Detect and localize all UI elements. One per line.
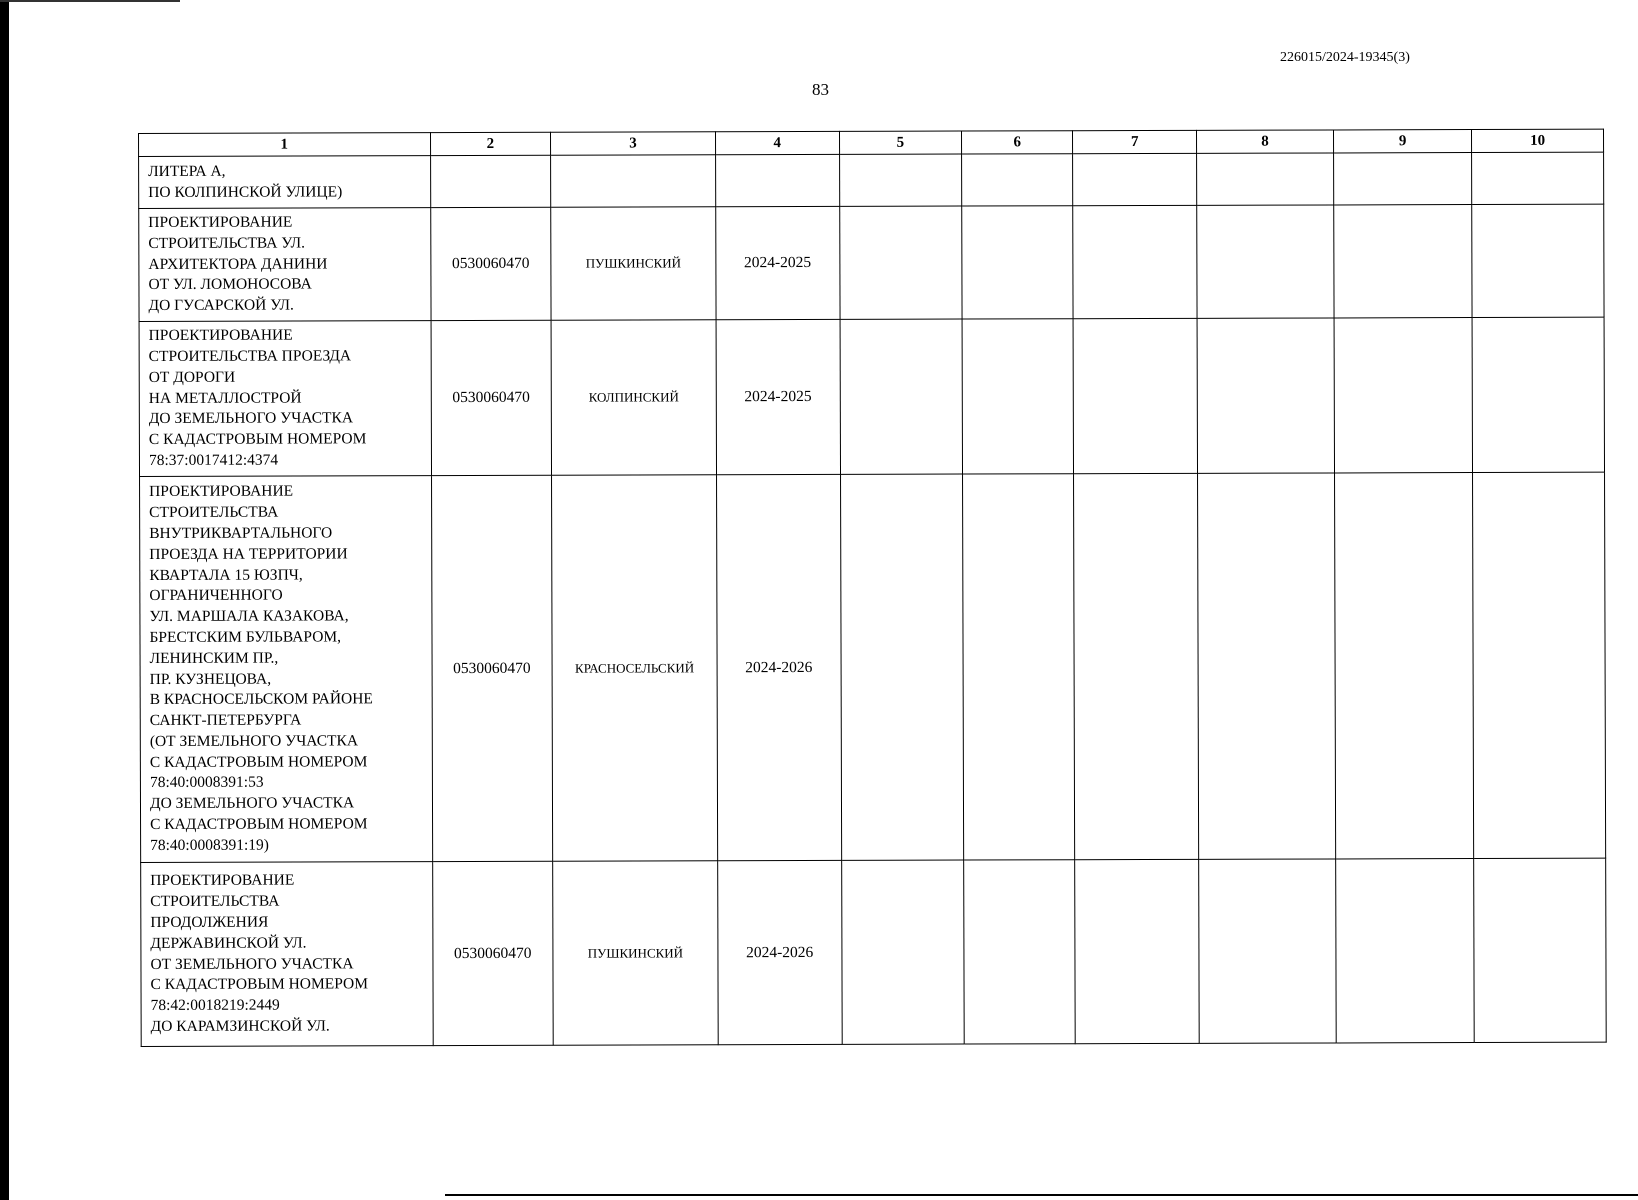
period-cell: 2024-2025: [716, 319, 840, 474]
object-name-cell: ПРОЕКТИРОВАНИЕ СТРОИТЕЛЬСТВА ВНУТРИКВАРТАЛЬНОГО ПРОЕЗДА НА ТЕРРИТОРИИ КВАРТАЛА 15 ЮЗПЧ, ОГРАНИЧЕННОГО УЛ. МАРШАЛА КАЗАКОВА, БРЕСТСКИМ БУЛЬВАРОМ, ЛЕНИНСКИМ ПР., ПР. КУЗНЕЦОВА, В КРАСНОСЕЛЬСКОМ РАЙОНЕ САНКТ-ПЕТЕРБУРГА (ОТ ЗЕМЕЛЬНОГО УЧАСТКА С КАДАСТРОВЫМ НОМЕРОМ 78:40:0008391:53 ДО ЗЕМЕЛЬНОГО УЧАСТКА С КАДАСТРОВЫМ НОМЕРОМ 78:40:0008391:19): [140, 476, 433, 863]
page-number: 83: [812, 80, 829, 99]
table-row: [139, 204, 1604, 321]
district-cell: КОЛПИНСКИЙ: [551, 320, 716, 475]
object-name-cell: ЛИТЕРА А, ПО КОЛПИНСКОЙ УЛИЦЕ): [139, 156, 431, 209]
scan-border-top: [0, 0, 180, 2]
object-name-cell: ПРОЕКТИРОВАНИЕ СТРОИТЕЛЬСТВА ПРОЕЗДА ОТ ДОРОГИ НА МЕТАЛЛОСТРОЙ ДО ЗЕМЕЛЬНОГО УЧАСТКА С КАДАСТРОВЫМ НОМЕРОМ 78:37:0017412:4374: [139, 321, 431, 477]
column-header-7: 7: [1073, 130, 1197, 153]
empty-cell: [1073, 205, 1197, 318]
empty-cell: [839, 154, 962, 206]
empty-cell: [1073, 153, 1197, 205]
column-header-6: 6: [962, 131, 1073, 154]
budget-code-cell: 0530060470: [432, 861, 553, 1045]
empty-cell: [1197, 153, 1334, 205]
column-header-10: 10: [1472, 129, 1604, 152]
empty-cell: [1197, 318, 1334, 473]
empty-cell: [1074, 473, 1199, 859]
empty-cell: [1472, 152, 1604, 204]
district-cell: ПУШКИНСКИЙ: [551, 207, 716, 320]
empty-cell: [1197, 205, 1334, 318]
table-row: [139, 152, 1604, 208]
empty-cell: [840, 319, 963, 474]
table-row: [140, 472, 1606, 862]
empty-cell: [839, 206, 962, 319]
empty-cell: [1334, 153, 1472, 205]
column-header-9: 9: [1334, 130, 1472, 153]
empty-cell: [1073, 318, 1197, 473]
column-header-3: 3: [551, 132, 716, 155]
period-cell: 2024-2026: [718, 860, 842, 1044]
column-header-4: 4: [715, 131, 839, 154]
empty-cell: [1472, 204, 1604, 317]
empty-cell: [1472, 317, 1604, 472]
district-cell: ПУШКИНСКИЙ: [553, 861, 718, 1045]
table-row: [139, 317, 1604, 476]
budget-code-cell: [430, 155, 551, 207]
empty-cell: [1334, 318, 1473, 473]
empty-cell: [962, 154, 1073, 206]
scan-border-bottom: [445, 1194, 1638, 1196]
budget-code-cell: 0530060470: [431, 320, 552, 475]
empty-cell: [1199, 859, 1337, 1043]
empty-cell: [1335, 473, 1474, 859]
column-header-8: 8: [1197, 130, 1334, 153]
empty-cell: [1334, 205, 1472, 318]
document-number: 226015/2024-19345(3): [1280, 50, 1410, 65]
period-cell: [715, 154, 839, 206]
column-header-1: 1: [139, 133, 431, 157]
budget-code-cell: 0530060470: [431, 475, 553, 861]
scan-border-left: [0, 0, 9, 1200]
object-name-cell: ПРОЕКТИРОВАНИЕ СТРОИТЕЛЬСТВА УЛ. АРХИТЕКТОРА ДАНИНИ ОТ УЛ. ЛОМОНОСОВА ДО ГУСАРСКОЙ УЛ.: [139, 208, 431, 322]
empty-cell: [964, 860, 1076, 1044]
empty-cell: [1473, 472, 1606, 858]
empty-cell: [840, 474, 964, 860]
period-cell: 2024-2025: [716, 206, 840, 319]
empty-cell: [841, 860, 964, 1044]
budget-code-cell: 0530060470: [430, 207, 551, 320]
period-cell: 2024-2026: [716, 474, 841, 860]
column-header-2: 2: [430, 132, 551, 155]
column-header-5: 5: [839, 131, 962, 154]
district-cell: КРАСНОСЕЛЬСКИЙ: [552, 475, 718, 861]
table-row: [141, 858, 1607, 1046]
budget-table: [138, 129, 1607, 1047]
empty-cell: [1474, 858, 1606, 1042]
empty-cell: [1198, 473, 1336, 859]
empty-cell: [962, 206, 1074, 319]
empty-cell: [962, 319, 1074, 474]
empty-cell: [1075, 859, 1199, 1043]
district-cell: [551, 155, 716, 207]
empty-cell: [963, 474, 1075, 860]
empty-cell: [1336, 859, 1475, 1043]
object-name-cell: ПРОЕКТИРОВАНИЕ СТРОИТЕЛЬСТВА ПРОДОЛЖЕНИЯ ДЕРЖАВИНСКОЙ УЛ. ОТ ЗЕМЕЛЬНОГО УЧАСТКА С КАДАСТРОВЫМ НОМЕРОМ 78:42:0018219:2449 ДО КАРАМЗИНСКОЙ УЛ.: [141, 862, 433, 1047]
